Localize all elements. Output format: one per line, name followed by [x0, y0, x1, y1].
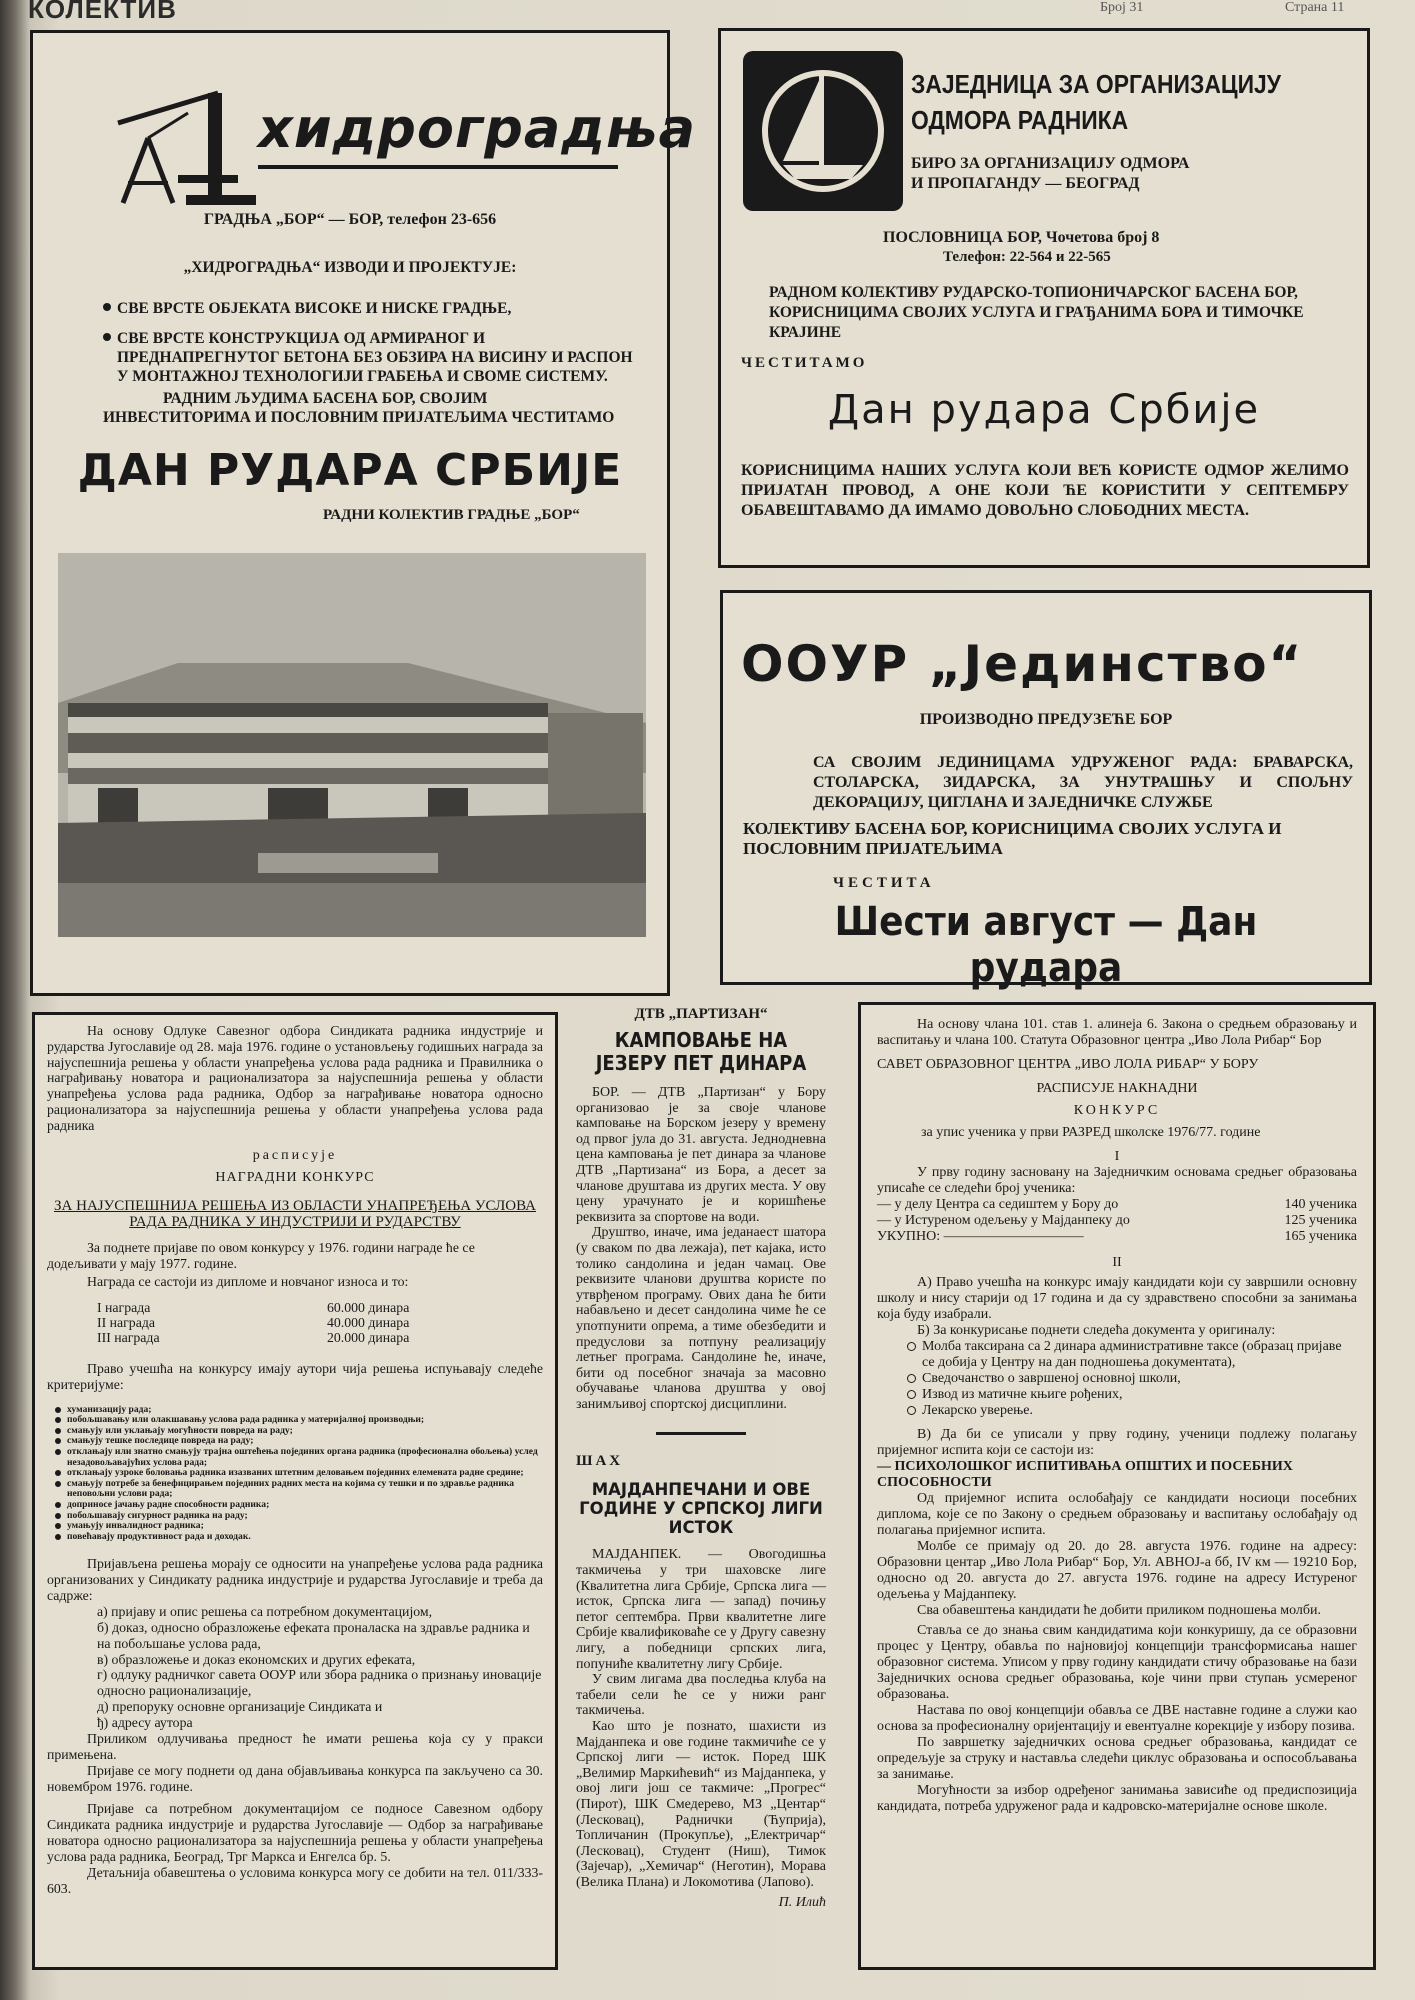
sah-p3: Као што је познато, шахисти из Мајданпека и ове године такмичиће се у Српској лиги — исток. Поред ШК „Велимир Маркићевић“ из Мајданпека, у овој лиги још се такмиче: „Прогрес“ (Пирот), ШК Смедерево, МЗ „Центар“ (Лесковац), Раднички (Ћуприја), Топличанин (Прокупље), „Електричар“ (Лесковац), Студент (Ниш), Тимок (Зајечар), „Хемичар“ (Неготин), Морава (Велика Плана) и Локомотива (Лапово). — [576, 1719, 826, 1890]
criteria-item: побољшавању или олакшавању услова рада радника у материјалној производњи; — [55, 1415, 543, 1426]
ivolola-raspisuje: РАСПИСУЈЕ НАКНАДНИ — [1036, 1081, 1198, 1096]
konkurs-p2: Награда се састоји из дипломе и новчаног износа и то: — [87, 1273, 409, 1289]
middle-column — [576, 1000, 826, 1960]
criteria-item: хуманизацију рада; — [55, 1405, 543, 1416]
hidrogradnja-logo — [108, 83, 697, 213]
ivolola-p1: У прву годину заснованy на Заједничким основама средњег образовања уписаће се следећи број ученика: — [877, 1165, 1357, 1196]
hidrogradnja-intro: „ХИДРОГРАДЊА“ ИЗВОДИ И ПРОЈЕКТУЈЕ: — [183, 259, 517, 276]
prize-table — [97, 1300, 543, 1345]
sah-p2: У свим лигама два последња клуба на табели сели ће се у нижи ранг такмичења. — [576, 1672, 826, 1719]
document-list — [907, 1339, 1357, 1419]
konkurs-p1: За поднете пријаве по овом конкурсу у 1976. години награде ће се додељивати у мају 1977. године. — [47, 1239, 475, 1271]
ivolola-upis: за упис ученика у први РАЗРЕД школске 1976/77. године — [921, 1125, 1261, 1140]
sah-title: МАЈДАНПЕЧАНИ И ОВЕ ГОДИНЕ У СРПСКОЈ ЛИГИ ИСТОК — [579, 1480, 823, 1538]
count-row: УКУПНО: —————————— 165 ученика — [877, 1229, 1357, 1244]
hidrogradnja-address: ГРАДЊА „БОР“ — БОР, телефон 23-656 — [203, 211, 497, 228]
document-item: Извод из матичне књиге рођених, — [907, 1387, 1357, 1403]
ivolola-p4: Сва обавештења кандидати ће добити приликом подношења молби. — [917, 1603, 1322, 1618]
required-item: д) препоруку основне организације Синдиката и — [97, 1699, 383, 1715]
ivolola-p3: Молбе се примају од 20. до 28. августа 1976. године на адресу: Образовни центар „Иво Лола Рибар“ Бор, Ул. АВНОЈ-а бб, IV км — 19210 Бор, односно од 20. августа до 27. августа 1976. године на адресу Истуреног одељења у Мајданпеку. — [877, 1539, 1357, 1602]
criteria-item: доприносе јачању радне способности радника; — [55, 1500, 543, 1511]
hidrogradnja-logo-text: хидроградња — [258, 97, 697, 160]
divider — [656, 1432, 746, 1435]
konkurs-raspisuje: расписује — [252, 1147, 338, 1163]
required-item: а) пријаву и опис решења са потребном документацијом, — [97, 1604, 433, 1620]
document-item: Сведочанство о завршеној основној школи, — [907, 1371, 1357, 1387]
konkurs-p5: Приликом одлучивања предност ће имати решења која су у пракси примењена. — [47, 1730, 543, 1762]
ivolola-p7: По завршетку заједничких основа средњег образовања, кандидат се опредељује за струку и наставља следећи циклус образовања и оспособљавања за занимање. — [877, 1735, 1357, 1782]
ivolola-a: А) Право учешћа на конкурс имају кандидати који су завршили основну школу и нису старији од 17 година и да су здравствено способни за занимања која буду изабрали. — [877, 1275, 1357, 1322]
konkurs-p8: Детаљнија обавештења о условима конкурса могу се добити на тел. 011/333-603. — [47, 1864, 543, 1896]
page-number: Страна 11 — [1285, 0, 1345, 15]
hidrogradnja-bullet-1: СВЕ ВРСТЕ ОБЈЕКАТА ВИСОКЕ И НИСКЕ ГРАДЊЕ, — [103, 299, 643, 318]
building-image — [58, 553, 646, 937]
circle-bullet-icon — [907, 1406, 916, 1415]
partizan-p1: БОР. — ДТВ „Партизан“ у Бору организовао је за своје чланове камповање на Борском језеру у времену од првог јула до 31. августа. Једнодневна цена камповања је пет динара за чланове ДТВ „Партизана“ из Бора, а десет за чланове друштава из других места. У ову цену урачунато је и коришћење реквизита за спортове на води. — [576, 1085, 826, 1225]
hidrogradnja-signature: РАДНИ КОЛЕКТИВ ГРАДЊЕ „БОР“ — [323, 507, 580, 523]
konkurs-p4: Пријављена решења морају се односити на унапређење услова рада радника организованих у Синдикату радника индустрије и рударства Југославије и треба да садрже: — [47, 1556, 543, 1604]
zajednica-title-1: ЗАЈЕДНИЦА ЗА ОРГАНИЗАЦИЈУ — [911, 69, 1281, 99]
required-item: г) одлуку радничког савета ООУР или збора радника о признању иновације односно рационализације, — [97, 1667, 542, 1699]
criteria-item: отклањају или знатно смањују трајна оштећења појединих органа радника (професионална обољења) услед незадовољавајућих услова рада; — [55, 1447, 543, 1468]
zajednica-title-2: ОДМОРА РАДНИКА — [911, 105, 1129, 135]
zajednica-bureau-2: И ПРОПАГАНДУ — БЕОГРАД — [911, 175, 1140, 192]
criteria-list — [55, 1405, 543, 1543]
konkurs-p6: Пријаве се могу поднети од дана објављивања конкурса па закључено са 30. новембром 1976. године. — [47, 1762, 543, 1794]
sah-author: П. Илић — [778, 1894, 826, 1910]
bullet-icon — [103, 303, 111, 311]
hidrogradnja-bullet-2: СВЕ ВРСТЕ КОНСТРУКЦИЈА ОД АРМИРАНОГ И ПРЕДНАПРЕГНУТОГ БЕТОНА БЕЗ ОБЗИРА НА ВИСИНУ И РАСПОН У МОНТАЖНОЈ ТЕХНОЛОГИЈИ ГРАБЕЊА И СВОМЕ СИСТЕМУ. — [103, 329, 643, 386]
jedinstvo-cestita: ЧЕСТИТА — [833, 875, 935, 891]
konkurs-intro: На основу Одлуке Савезног одбора Синдиката радника индустрије и рударства Југославије од 28. маја 1976. године о установљењу годишњих награда за најуспешнија решења у области унапређења услова рада радника и Правилника о награђивању новатора и рационализатора за најуспешнија решења у области унапређења услова рада радника, Одбор за награђивање новатора односно рационализатора за најуспешнија решења у области унапређења услова рада радника — [47, 1023, 543, 1133]
partizan-p2: Друштво, иначе, има једанаест шатора (у сваком по два лежаја), пет кајака, исто толико сандолина и један чамац. Ове реквизите чланови друштва користе по утврђеном програму. Ових дана ће бити набављено и десет сандолина чиме ће се употпунити опрема, а тиме обезбедити и предуслови за потпуну реализацију летњег програма. Сандолине ће, иначе, бити од посебног значаја за масовно обучавање чланова друштва у овој занимљивој спортској дисциплини. — [576, 1225, 826, 1412]
criteria-item: смањују тешке последице повреда на раду; — [55, 1436, 543, 1447]
ivolola-council: САВЕТ ОБРАЗОВНОГ ЦЕНТРА „ИВО ЛОЛА РИБАР“ У БОРУ — [877, 1057, 1259, 1072]
required-item: б) доказ, односно образложење ефеката проналаска на здравље радника и на побољшање услова рада, — [97, 1620, 530, 1651]
issue-number: Број 31 — [1100, 0, 1144, 15]
zajednica-ad — [718, 28, 1370, 568]
konkurs-title: ЗА НАЈУСПЕШНИЈА РЕШЕЊА ИЗ ОБЛАСТИ УНАПРЕЂЕЊА УСЛОВА РАДА РАДНИКА У ИНДУСТРИЈИ И РУДАРСТВУ — [54, 1197, 536, 1230]
count-row: — у Истуреном одељењу у Мајданпеку до 125 ученика — [877, 1213, 1357, 1228]
criteria-item: смањују или уклањају могућности повреда на раду; — [55, 1426, 543, 1437]
jedinstvo-ad — [720, 590, 1372, 991]
prize-row: III награда 20.000 динара — [97, 1329, 410, 1345]
circle-bullet-icon — [907, 1374, 916, 1383]
ivolola-roman-2: II — [1112, 1255, 1122, 1270]
ivolola-p2: Од пријемног испита ослобађају се кандидати носиоци посебних диплома, које се по Закону о средњем образовању и васпитању ослобађају од полагања пријемног испита. — [877, 1491, 1357, 1538]
prize-row: II награда 40.000 динара — [97, 1314, 410, 1330]
ivolola-v: В) Да би се уписали у прву годину, ученици подлежу полагању пријемног испита који се састоји из: — [877, 1427, 1357, 1458]
required-items — [97, 1604, 543, 1730]
sailboat-logo-icon — [743, 51, 903, 211]
count-row: — у делу Центра са седиштем у Бору до 140 ученика — [877, 1197, 1357, 1212]
zajednica-addressee: РАДНОМ КОЛЕКТИВУ РУДАРСКО-ТОПИОНИЧАРСКОГ БАСЕНА БОР, КОРИСНИЦИМА СВОЈИХ УСЛУГА И ГРАЂАНИМА БОРА И ТИМОЧКЕ КРАЈИНЕ — [769, 284, 1304, 341]
student-counts — [877, 1197, 1357, 1245]
ivolola-konkurs: КОНКУРС — [1073, 1103, 1161, 1118]
ivolola-intro: На основу члана 101. став 1. алинеја 6. Закона о средњем образовању и васпитању и члана 100. Статута Образовног центра „Иво Лола Рибар“ Бор — [877, 1017, 1357, 1048]
masthead-title: КОЛЕКТИВ — [28, 0, 177, 24]
konkurs-p7: Пријаве са потребном документацијом се подносе Савезном одбору Синдиката радника индустрије и рударства Југославије — Одбор за награђивање новатора односно рационализатора за најуспешнија решења у области унапређења услова рада радника, Београд, Трг Маркса и Енгелса бр. 5. — [47, 1800, 543, 1864]
zajednica-headline: Дан рудара Србије — [827, 387, 1261, 433]
bullet-icon — [103, 333, 111, 341]
required-item: в) образложење и доказ економских и других ефеката, — [97, 1651, 416, 1667]
criteria-item: отклањају узроке боловања радника изазваних штетним деловањем појединих елемената радне средине; — [55, 1468, 543, 1479]
jedinstvo-sub: ПРОИЗВОДНО ПРЕДУЗЕЋЕ БОР — [919, 711, 1173, 728]
zajednica-footer: КОРИСНИЦИМА НАШИХ УСЛУГА КОЈИ ВЕЋ КОРИСТЕ ОДМОР ЖЕЛИМО ПРИЈАТАН ПРОВОД, А ОНЕ КОЈИ ЋЕ КОРИСТИТИ У СЕПТЕМБРУ ОБАВЕШТАВАМО ДА ИМАМО ДОВОЉНО СЛОБОДНИХ МЕСТА. — [741, 462, 1349, 519]
required-item: ђ) адресу аутора — [97, 1714, 193, 1730]
prize-row: I награда 60.000 динара — [97, 1299, 410, 1315]
building-photo — [58, 553, 646, 937]
ivo-lola-ribar-box — [858, 1002, 1376, 1970]
jedinstvo-units: СА СВОЈИМ ЈЕДИНИЦАМА УДРУЖЕНОГ РАДА: БРАВАРСКА, СТОЛАРСКА, ЗИДАРСКА, ЗА УНУТРАШЊУ И СПОЉНУ ДЕКОРАЦИЈУ, ЦИГЛАНА И ЗАЈЕДНИЧКЕ СЛУЖБЕ — [813, 754, 1353, 811]
ivolola-p8: Могућности за избор одређеног занимања зависиће од предиспозиција кандидата, потреба удруженог рада и кадровско-материјалне основе школе. — [877, 1783, 1357, 1814]
document-item: Молба таксирана са 2 динара административне таксе (образац пријаве се добија у Центру на дан подношења документата), — [907, 1339, 1357, 1371]
zajednica-congrats: ЧЕСТИТАМО — [741, 355, 868, 371]
konkurs-heading: НАГРАДНИ КОНКУРС — [215, 1169, 375, 1185]
document-item: Лекарско уверење. — [907, 1403, 1357, 1419]
zajednica-phone: Телефон: 22-564 и 22-565 — [943, 249, 1111, 265]
jedinstvo-greeting: КОЛЕКТИВУ БАСЕНА БОР, КОРИСНИЦИМА СВОЈИХ УСЛУГА И ПОСЛОВНИМ ПРИЈАТЕЉИМА — [743, 819, 1282, 858]
zajednica-office: ПОСЛОВНИЦА БОР, Чочетова број 8 — [883, 229, 1160, 246]
criteria-item: умањују инвалидност радника; — [55, 1521, 543, 1532]
jedinstvo-headline: Шести август — Дан рудара — [834, 899, 1258, 991]
zajednica-bureau-1: БИРО ЗА ОРГАНИЗАЦИЈУ ОДМОРА — [911, 155, 1190, 172]
ivolola-psych: — ПСИХОЛОШКОГ ИСПИТИВАЊА ОПШТИХ И ПОСЕБНИХ СПОСОБНОСТИ — [877, 1459, 1293, 1490]
sah-p1: МАЈДАНПЕК. — Овогодишња такмичења у три шаховске лиге (Квалитетна лига Србије, Српска лига — исток, Српска лига — запад) почињу петог септембра. Први квалитетне лиге Србије квалификоваће се у Другу савезну лигу, а победници српских лига, попуниће квалитетну лигу Србије. — [576, 1547, 826, 1672]
masthead — [0, 0, 1415, 22]
ivolola-p5: Ставља се до знања свим кандидатима који конкуришу, да се образовни процес у Центру, обавља по најновијој концепцији трансформисања нашег образовног система. Уписом у прву годину кандидати стичу образовање на бази Заједничких основа средњег образовања, које чини први ступањ усмереног образовања. — [877, 1623, 1357, 1702]
ivolola-p6: Настава по овој концепцији обавља се ДВЕ наставне године а служи као основа за професионалну оријентацију и евентуалне корекције у избору позива. — [877, 1703, 1357, 1734]
criteria-item: побољшавају сигурност радника на раду; — [55, 1511, 543, 1522]
sah-kicker: ШАХ — [576, 1453, 624, 1470]
ivolola-roman-1: I — [1114, 1149, 1120, 1164]
circle-bullet-icon — [907, 1390, 916, 1399]
partizan-kicker: ДТВ „ПАРТИЗАН“ — [634, 1006, 768, 1022]
hidrogradnja-headline: ДАН РУДАРА СРБИЈЕ — [77, 445, 623, 496]
crane-icon — [108, 83, 258, 213]
criteria-item: смањују потребе за бенефицирањем појединих радних места на којима су тешки и по здравље радника неповољни услови рада; — [55, 1479, 543, 1500]
jedinstvo-title: ООУР „Јединство“ — [741, 635, 1304, 693]
ivolola-b: Б) За конкурисање поднети следећа документа у оригиналу: — [917, 1323, 1276, 1338]
criteria-item: повећавају продуктивност рада и доходак. — [55, 1532, 543, 1543]
konkurs-p3: Право учешћа на конкурсу имају аутори чија решења испуњавају следеће критеријуме: — [47, 1360, 543, 1392]
nagradni-konkurs-box — [32, 1012, 558, 1970]
hidrogradnja-greeting: РАДНИМ ЉУДИМА БАСЕНА БОР, СВОЈИМ ИНВЕСТИТОРИМА И ПОСЛОВНИМ ПРИЈАТЕЉИМА ЧЕСТИТАМО — [103, 390, 615, 426]
partizan-title: КАМПОВАЊЕ НА ЈЕЗЕРУ ПЕТ ДИНАРА — [595, 1028, 807, 1075]
circle-bullet-icon — [907, 1342, 916, 1351]
